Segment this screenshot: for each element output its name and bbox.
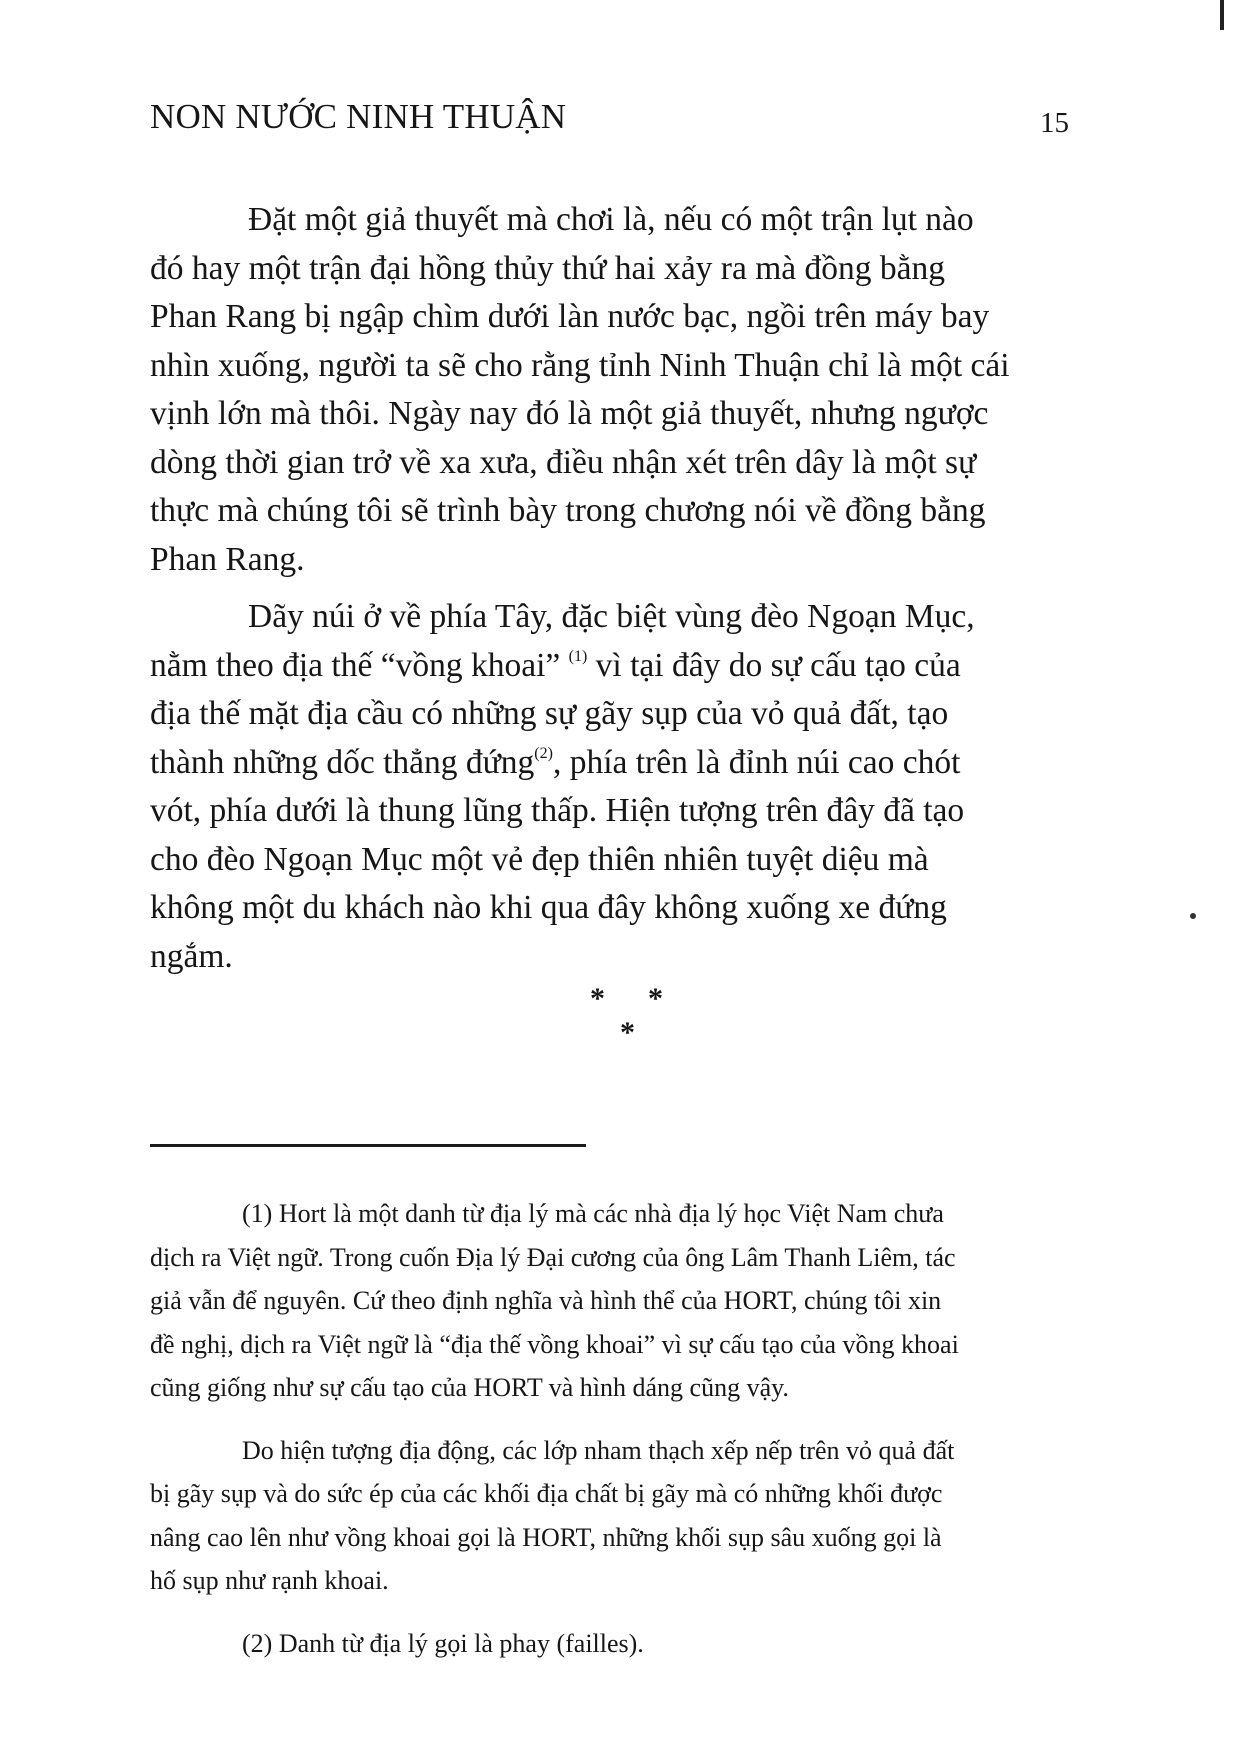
footnote-ref-2[interactable]: (2) (534, 744, 553, 762)
text-line (150, 739, 1080, 788)
body-paragraph-2 (150, 593, 1080, 981)
asterisk: * (648, 982, 663, 1015)
text-line: nhìn xuống, người ta sẽ cho rằng tỉnh Ninh Thuận chỉ là một cái (150, 346, 1010, 384)
text-line: Phan Rang. (150, 540, 305, 578)
text-line (150, 642, 1080, 691)
scan-speck (1190, 913, 1196, 919)
footnote-1-continued (150, 1429, 1085, 1603)
text-line: Phan Rang bị ngập chìm dưới làn nước bạc, ngồi trên máy bay (150, 298, 990, 335)
page-number: 15 (1040, 107, 1069, 139)
text-line: thực mà chúng tôi sẽ trình bày trong chương nói về đồng bằng (150, 492, 986, 529)
text-line: dòng thời gian trở về xa xưa, điều nhận xét trên dây là một sự (150, 443, 977, 481)
text-line: không một du khách nào khi qua đây không xuống xe đứng (150, 889, 947, 926)
footnote-line: (1) Hort là một danh từ địa lý mà các nhà địa lý học Việt Nam chưa (242, 1199, 944, 1228)
text-line: đó hay một trận đại hồng thủy thứ hai xảy ra mà đồng bằng (150, 249, 946, 287)
footnote-ref-1[interactable]: (1) (568, 647, 588, 665)
text-segment: nằm theo địa thế “vồng khoai” (150, 646, 561, 684)
scan-edge-mark (1220, 0, 1224, 30)
footnote-line: bị gãy sụp và do sức ép của các khối địa chất bị gãy mà có những khối được (150, 1479, 943, 1508)
text-line: cho đèo Ngoạn Mục một vẻ đẹp thiên nhiên tuyệt diệu mà (150, 840, 929, 878)
text-segment: , phía trên là đỉnh núi cao chót (552, 743, 961, 781)
footnote-separator (150, 1144, 586, 1147)
text-segment: thành những dốc thẳng đứng (150, 743, 535, 781)
text-line: vịnh lớn mà thôi. Ngày nay đó là một giả thuyết, nhưng ngược (150, 395, 989, 432)
body-paragraph-1 (150, 196, 1080, 584)
footnote-line: hố sụp như rạnh khoai. (150, 1566, 389, 1595)
text-line: Đặt một giả thuyết mà chơi là, nếu có một trận lụt nào (248, 201, 974, 238)
footnote-line: cũng giống như sự cấu tạo của HORT và hình dáng cũng vậy. (150, 1373, 789, 1402)
section-break-asterism (570, 982, 680, 1049)
text-line: ngắm. (150, 937, 233, 975)
running-header-title: NON NƯỚC NINH THUẬN (150, 97, 567, 136)
asterisk: * (620, 1016, 635, 1049)
text-line: vót, phía dưới là thung lũng thấp. Hiện tượng trên đây đã tạo (150, 792, 965, 829)
footnote-line: giả vẫn để nguyên. Cứ theo định nghĩa và hình thể của HORT, chúng tôi xin (150, 1286, 942, 1315)
asterisk: * (590, 982, 605, 1015)
text-line: địa thế mặt địa cầu có những sự gãy sụp của vỏ quả đất, tạo (150, 695, 949, 732)
footnote-2 (150, 1622, 1085, 1666)
footnote-line: dịch ra Việt ngữ. Trong cuốn Địa lý Đại cương của ông Lâm Thanh Liêm, tác (150, 1242, 956, 1272)
footnote-line: đề nghị, dịch ra Việt ngữ là “địa thế vồng khoai” vì sự cấu tạo của vồng khoai (150, 1329, 959, 1359)
footnote-line: (2) Danh từ địa lý gọi là phay (failles). (242, 1628, 644, 1658)
footnotes (150, 1192, 1085, 1684)
text-line: Dãy núi ở về phía Tây, đặc biệt vùng đèo Ngoạn Mục, (248, 598, 975, 635)
footnote-1 (150, 1192, 1085, 1410)
text-segment: vì tại đây do sự cấu tạo của (587, 646, 961, 684)
footnote-line: nâng cao lên như vồng khoai gọi là HORT, những khối sụp sâu xuống gọi là (150, 1522, 942, 1552)
footnote-line: Do hiện tượng địa động, các lớp nham thạch xếp nếp trên vỏ quả đất (242, 1435, 955, 1465)
